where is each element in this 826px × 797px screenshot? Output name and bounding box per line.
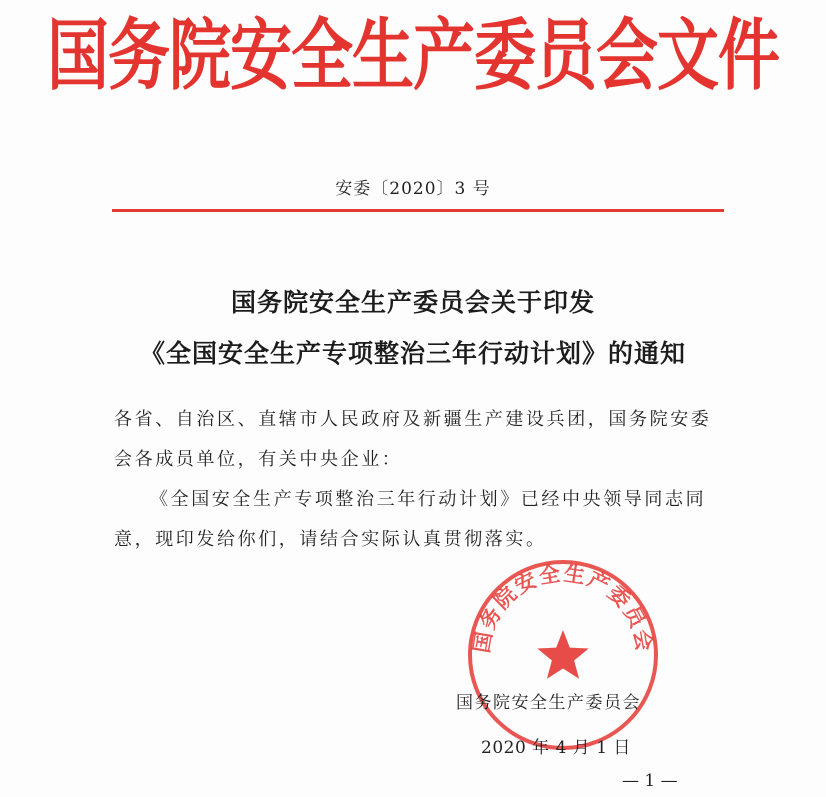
body-paragraph-line-2: 意，现印发给你们，请结合实际认真贯彻落实。 [114, 529, 547, 550]
document-title-line-2: 《全国安全生产专项整治三年行动计划》的通知 [139, 339, 686, 368]
document-masthead: 国务院安全生产委员会文件 [46, 9, 779, 101]
official-seal-stamp [463, 555, 663, 755]
addressee-line-1: 各省、自治区、直辖市人民政府及新疆生产建设兵团，国务院安委 [114, 409, 712, 430]
signature-date: 2020 年 4 月 1 日 [481, 738, 631, 758]
document-title-line-1: 国务院安全生产委员会关于印发 [230, 288, 595, 317]
red-separator-line [112, 209, 724, 212]
seal-star-icon [537, 630, 588, 679]
addressee-line-2: 会各成员单位，有关中央企业： [114, 449, 403, 470]
page-number: — 1 — [622, 771, 678, 791]
body-paragraph-line-1: 《全国安全生产专项整治三年行动计划》已经中央领导同志同 [150, 489, 707, 510]
document-number: 安委〔2020〕3 号 [335, 179, 491, 199]
svg-text:国务院安全生产委员会: 国务院安全生产委员会 [469, 561, 657, 655]
signature-organization: 国务院安全生产委员会 [456, 693, 641, 713]
